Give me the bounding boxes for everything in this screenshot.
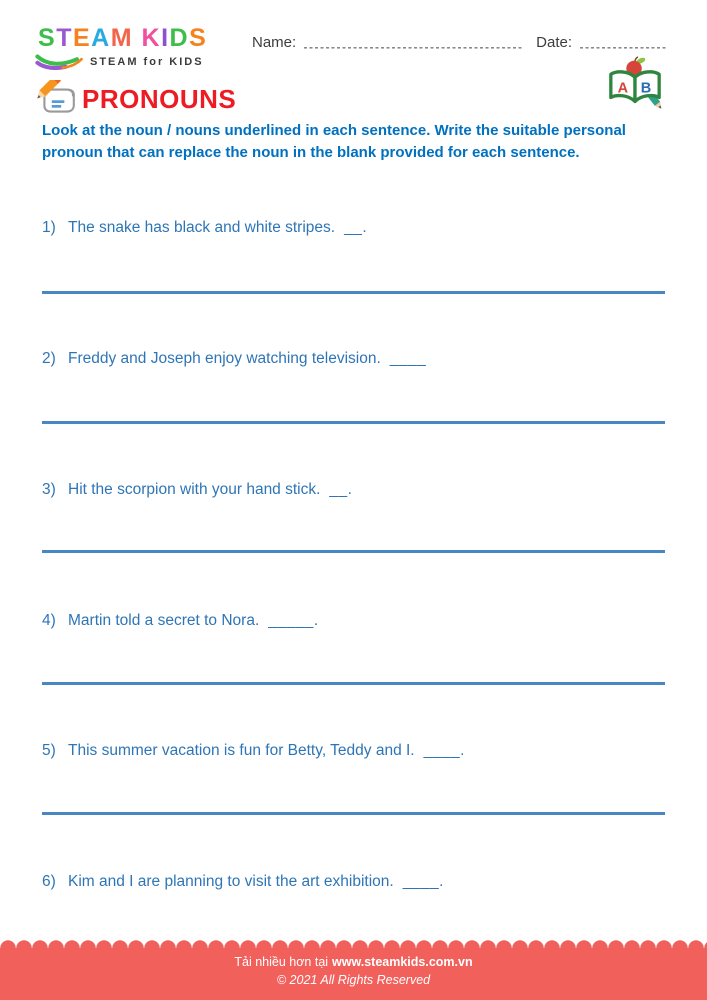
logo-swoosh-icon [34,52,84,70]
answer-blank[interactable]: ____ [389,350,427,367]
logo-letter: A [91,24,111,52]
logo-letter: K [141,24,162,52]
footer-copyright: © 2021 All Rights Reserved [276,973,431,987]
logo-letter: M [110,24,134,52]
date-label: Date: [536,34,572,51]
footer [0,948,707,1000]
page-title: PRONOUNS [82,83,237,114]
answer-blank[interactable]: ____. [402,873,444,890]
question-1 [42,219,672,237]
question-text: The snake has black and white stripes. [68,219,336,236]
question-number: 2) [42,350,56,367]
question-number: 1) [42,219,56,236]
answer-line-4[interactable] [42,682,665,685]
question-2 [42,350,672,368]
instructions: Look at the noun / nouns underlined in each sentence. Write the suitable personal pronoun that can replace the noun in the blank provided for each sentence. [42,122,626,161]
title-row [36,80,236,118]
question-text: Hit the scorpion with your hand stick. [68,481,321,498]
question-number: 3) [42,481,56,498]
logo-wordmark [38,26,207,51]
name-label: Name: [252,34,297,51]
logo-letter: S [38,24,57,52]
footer-url[interactable]: www.steamkids.com.vn [332,955,473,969]
logo-letter: T [56,24,73,52]
answer-line-3[interactable] [42,550,665,553]
svg-text:B: B [640,80,652,97]
pencil-paper-icon [36,80,78,118]
question-number: 6) [42,873,56,890]
name-date-row [252,34,668,53]
question-number: 4) [42,612,56,629]
logo [38,26,207,70]
logo-letter: D [169,24,190,52]
logo-letter [133,24,141,52]
answer-blank[interactable]: ____. [423,742,465,759]
date-fill-line[interactable] [580,35,666,49]
logo-subtitle: STEAM for KIDS [90,56,204,68]
answer-line-2[interactable] [42,421,665,424]
answer-line-5[interactable] [42,812,665,815]
footer-more-text: Tải nhiều hơn tại [234,955,329,969]
question-3 [42,481,672,499]
footer-scallop-edge [0,940,707,948]
answer-blank[interactable]: __. [344,219,368,236]
question-text: Freddy and Joseph enjoy watching television. [68,350,381,367]
question-text: This summer vacation is fun for Betty, Teddy and I. [68,742,415,759]
answer-line-1[interactable] [42,291,665,294]
logo-letter: I [161,24,170,52]
question-4 [42,612,672,630]
name-fill-line[interactable] [304,35,522,49]
question-text: Martin told a secret to Nora. [68,612,260,629]
question-5 [42,742,672,760]
logo-letter: S [189,24,208,52]
question-number: 5) [42,742,56,759]
ab-book-icon [606,55,664,111]
answer-blank[interactable]: _____. [268,612,319,629]
answer-blank[interactable]: __. [329,481,353,498]
question-text: Kim and I are planning to visit the art exhibition. [68,873,394,890]
logo-letter: E [72,24,92,52]
question-6 [42,873,672,891]
svg-text:A: A [617,80,629,97]
